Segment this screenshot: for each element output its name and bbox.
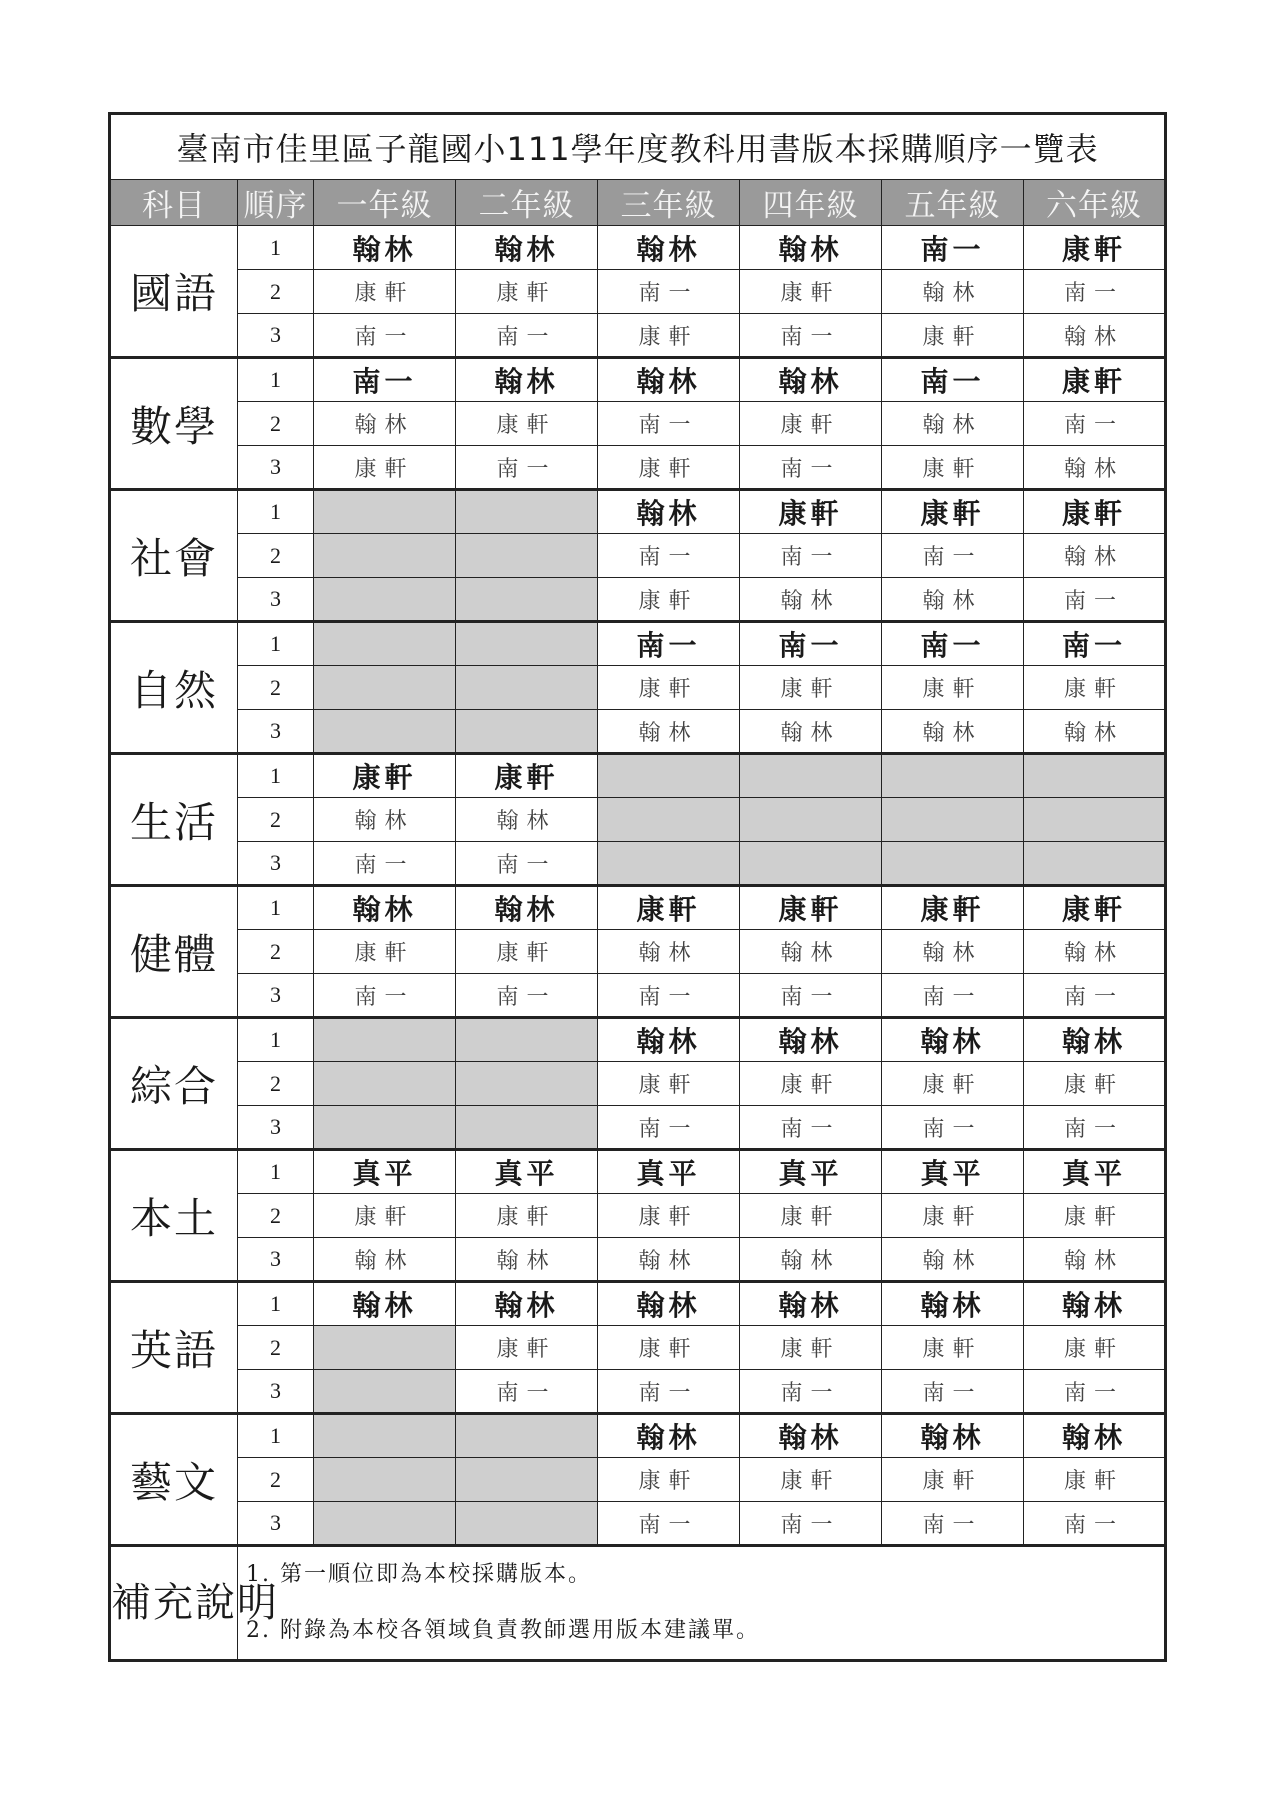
publisher-cell: 翰林 (882, 1238, 1024, 1282)
publisher-cell: 南一 (1024, 578, 1166, 622)
not-applicable-cell (740, 798, 882, 842)
order-number: 2 (238, 534, 314, 578)
selected-publisher-cell: 翰林 (740, 226, 882, 270)
selected-publisher-cell: 翰林 (1024, 1018, 1166, 1062)
publisher-cell: 康軒 (882, 666, 1024, 710)
selected-publisher-cell: 真平 (314, 1150, 456, 1194)
order-number: 2 (238, 1062, 314, 1106)
table-row (110, 534, 1166, 578)
selected-publisher-cell: 翰林 (598, 1018, 740, 1062)
publisher-cell: 翰林 (740, 930, 882, 974)
publisher-cell: 南一 (1024, 1106, 1166, 1150)
publisher-cell: 翰林 (740, 1238, 882, 1282)
selected-publisher-cell: 南一 (882, 226, 1024, 270)
not-applicable-cell (314, 1502, 456, 1546)
table-row (110, 1238, 1166, 1282)
table-row (110, 358, 1166, 402)
order-number: 2 (238, 666, 314, 710)
table-row (110, 270, 1166, 314)
selected-publisher-cell: 翰林 (314, 886, 456, 930)
publisher-cell: 康軒 (598, 666, 740, 710)
order-number: 3 (238, 1238, 314, 1282)
publisher-cell: 南一 (456, 446, 598, 490)
subject-name: 國語 (110, 226, 238, 358)
selected-publisher-cell: 康軒 (740, 886, 882, 930)
publisher-cell: 康軒 (456, 1194, 598, 1238)
not-applicable-cell (456, 666, 598, 710)
publisher-cell: 南一 (882, 1502, 1024, 1546)
table-row (110, 1326, 1166, 1370)
publisher-cell: 康軒 (740, 666, 882, 710)
publisher-cell: 南一 (740, 314, 882, 358)
publisher-cell: 康軒 (314, 446, 456, 490)
not-applicable-cell (314, 534, 456, 578)
selected-publisher-cell: 南一 (740, 622, 882, 666)
publisher-cell: 康軒 (598, 578, 740, 622)
publisher-cell: 康軒 (740, 270, 882, 314)
publisher-cell: 康軒 (740, 402, 882, 446)
selected-publisher-cell: 真平 (740, 1150, 882, 1194)
not-applicable-cell (456, 1062, 598, 1106)
not-applicable-cell (740, 842, 882, 886)
not-applicable-cell (456, 1458, 598, 1502)
selected-publisher-cell: 翰林 (456, 1282, 598, 1326)
publisher-cell: 南一 (314, 842, 456, 886)
order-number: 2 (238, 402, 314, 446)
subject-name: 本土 (110, 1150, 238, 1282)
table-row (110, 666, 1166, 710)
table-row (110, 622, 1166, 666)
order-number: 3 (238, 842, 314, 886)
publisher-cell: 康軒 (882, 446, 1024, 490)
publisher-cell: 翰林 (598, 930, 740, 974)
order-number: 2 (238, 1458, 314, 1502)
notes-content (238, 1546, 1166, 1661)
publisher-cell: 翰林 (882, 402, 1024, 446)
note-item: 2. 附錄為本校各領域負責教師選用版本建議單。 (246, 1618, 760, 1643)
publisher-cell: 南一 (740, 974, 882, 1018)
publisher-cell: 康軒 (882, 314, 1024, 358)
publisher-cell: 康軒 (1024, 1326, 1166, 1370)
not-applicable-cell (1024, 842, 1166, 886)
selected-publisher-cell: 翰林 (456, 226, 598, 270)
publisher-cell: 南一 (740, 1502, 882, 1546)
order-number: 1 (238, 1282, 314, 1326)
table-row (110, 490, 1166, 534)
order-number: 3 (238, 578, 314, 622)
notes-label: 補充說明 (110, 1546, 238, 1661)
order-number: 3 (238, 974, 314, 1018)
publisher-cell: 康軒 (740, 1326, 882, 1370)
publisher-cell: 翰林 (456, 1238, 598, 1282)
publisher-cell: 南一 (1024, 402, 1166, 446)
selected-publisher-cell: 翰林 (1024, 1414, 1166, 1458)
selected-publisher-cell: 翰林 (598, 1414, 740, 1458)
not-applicable-cell (314, 1018, 456, 1062)
subject-name: 生活 (110, 754, 238, 886)
publisher-cell: 康軒 (314, 270, 456, 314)
publisher-cell: 南一 (882, 1106, 1024, 1150)
not-applicable-cell (598, 798, 740, 842)
subject-name: 社會 (110, 490, 238, 622)
not-applicable-cell (882, 754, 1024, 798)
publisher-cell: 翰林 (882, 710, 1024, 754)
table-row (110, 1062, 1166, 1106)
subject-name: 藝文 (110, 1414, 238, 1546)
selected-publisher-cell: 康軒 (598, 886, 740, 930)
not-applicable-cell (456, 1018, 598, 1062)
publisher-cell: 康軒 (456, 402, 598, 446)
order-number: 1 (238, 1018, 314, 1062)
publisher-cell: 南一 (598, 974, 740, 1018)
table-row (110, 1502, 1166, 1546)
not-applicable-cell (598, 842, 740, 886)
order-number: 3 (238, 1106, 314, 1150)
publisher-cell: 南一 (456, 1370, 598, 1414)
order-number: 2 (238, 1194, 314, 1238)
selected-publisher-cell: 康軒 (740, 490, 882, 534)
table-row (110, 1414, 1166, 1458)
publisher-cell: 南一 (456, 842, 598, 886)
publisher-cell: 翰林 (1024, 710, 1166, 754)
publisher-cell: 南一 (598, 534, 740, 578)
publisher-cell: 康軒 (1024, 1458, 1166, 1502)
note-item: 1. 第一順位即為本校採購版本。 (246, 1562, 592, 1587)
publisher-cell: 康軒 (740, 1194, 882, 1238)
table-row (110, 798, 1166, 842)
publisher-cell: 翰林 (456, 798, 598, 842)
publisher-cell: 翰林 (1024, 1238, 1166, 1282)
publisher-cell: 康軒 (1024, 1194, 1166, 1238)
header-grade-1: 一年級 (314, 180, 456, 226)
order-number: 1 (238, 622, 314, 666)
not-applicable-cell (314, 1106, 456, 1150)
selected-publisher-cell: 真平 (598, 1150, 740, 1194)
order-number: 3 (238, 314, 314, 358)
not-applicable-cell (456, 710, 598, 754)
not-applicable-cell (456, 578, 598, 622)
selected-publisher-cell: 南一 (882, 358, 1024, 402)
selected-publisher-cell: 翰林 (598, 358, 740, 402)
selected-publisher-cell: 南一 (1024, 622, 1166, 666)
selected-publisher-cell: 南一 (882, 622, 1024, 666)
publisher-cell: 南一 (882, 1370, 1024, 1414)
order-number: 1 (238, 490, 314, 534)
table-row (110, 314, 1166, 358)
selected-publisher-cell: 翰林 (882, 1018, 1024, 1062)
order-number: 2 (238, 930, 314, 974)
selected-publisher-cell: 康軒 (314, 754, 456, 798)
selected-publisher-cell: 康軒 (456, 754, 598, 798)
publisher-cell: 康軒 (598, 1194, 740, 1238)
not-applicable-cell (314, 1062, 456, 1106)
publisher-cell: 翰林 (598, 1238, 740, 1282)
selected-publisher-cell: 真平 (882, 1150, 1024, 1194)
selected-publisher-cell: 真平 (1024, 1150, 1166, 1194)
selected-publisher-cell: 康軒 (1024, 886, 1166, 930)
selected-publisher-cell: 翰林 (740, 1414, 882, 1458)
publisher-cell: 南一 (314, 314, 456, 358)
selected-publisher-cell: 翰林 (456, 886, 598, 930)
not-applicable-cell (314, 1458, 456, 1502)
subject-name: 數學 (110, 358, 238, 490)
order-number: 1 (238, 226, 314, 270)
subject-name: 英語 (110, 1282, 238, 1414)
publisher-cell: 康軒 (598, 314, 740, 358)
publisher-cell: 翰林 (882, 930, 1024, 974)
table-row (110, 842, 1166, 886)
selected-publisher-cell: 真平 (456, 1150, 598, 1194)
order-number: 1 (238, 754, 314, 798)
order-number: 2 (238, 270, 314, 314)
not-applicable-cell (314, 710, 456, 754)
table-row (110, 754, 1166, 798)
table-row (110, 1370, 1166, 1414)
selected-publisher-cell: 翰林 (882, 1282, 1024, 1326)
not-applicable-cell (456, 534, 598, 578)
table-row (110, 974, 1166, 1018)
selected-publisher-cell: 翰林 (740, 358, 882, 402)
not-applicable-cell (456, 1106, 598, 1150)
publisher-cell: 康軒 (598, 1326, 740, 1370)
selected-publisher-cell: 翰林 (740, 1282, 882, 1326)
table-row (110, 1458, 1166, 1502)
publisher-cell: 南一 (314, 974, 456, 1018)
not-applicable-cell (598, 754, 740, 798)
selected-publisher-cell: 翰林 (456, 358, 598, 402)
header-grade-2: 二年級 (456, 180, 598, 226)
publisher-cell: 南一 (598, 1370, 740, 1414)
not-applicable-cell (882, 798, 1024, 842)
publisher-cell: 康軒 (314, 930, 456, 974)
publisher-cell: 翰林 (1024, 534, 1166, 578)
selected-publisher-cell: 康軒 (1024, 358, 1166, 402)
selected-publisher-cell: 翰林 (314, 1282, 456, 1326)
publisher-cell: 南一 (598, 270, 740, 314)
publisher-cell: 翰林 (598, 710, 740, 754)
order-number: 2 (238, 1326, 314, 1370)
publisher-cell: 康軒 (1024, 1062, 1166, 1106)
selected-publisher-cell: 康軒 (1024, 226, 1166, 270)
not-applicable-cell (314, 1370, 456, 1414)
not-applicable-cell (456, 1414, 598, 1458)
publisher-cell: 康軒 (598, 1062, 740, 1106)
publisher-cell: 翰林 (314, 798, 456, 842)
not-applicable-cell (456, 1502, 598, 1546)
publisher-cell: 南一 (456, 314, 598, 358)
header-order: 順序 (238, 180, 314, 226)
table-row (110, 710, 1166, 754)
publisher-cell: 康軒 (882, 1194, 1024, 1238)
order-number: 3 (238, 1370, 314, 1414)
publisher-cell: 康軒 (740, 1458, 882, 1502)
order-number: 3 (238, 446, 314, 490)
publisher-cell: 康軒 (598, 446, 740, 490)
subject-name: 綜合 (110, 1018, 238, 1150)
publisher-cell: 翰林 (882, 578, 1024, 622)
order-number: 3 (238, 1502, 314, 1546)
table-row (110, 1282, 1166, 1326)
selected-publisher-cell: 翰林 (598, 1282, 740, 1326)
selected-publisher-cell: 南一 (598, 622, 740, 666)
not-applicable-cell (314, 1326, 456, 1370)
order-number: 1 (238, 1150, 314, 1194)
publisher-cell: 南一 (598, 1502, 740, 1546)
publisher-cell: 翰林 (882, 270, 1024, 314)
publisher-cell: 康軒 (314, 1194, 456, 1238)
publisher-cell: 南一 (740, 1106, 882, 1150)
publisher-cell: 南一 (882, 534, 1024, 578)
publisher-cell: 南一 (1024, 1370, 1166, 1414)
table-row (110, 1018, 1166, 1062)
publisher-cell: 南一 (1024, 974, 1166, 1018)
publisher-cell: 康軒 (598, 1458, 740, 1502)
publisher-cell: 南一 (740, 446, 882, 490)
not-applicable-cell (882, 842, 1024, 886)
order-number: 3 (238, 710, 314, 754)
order-number: 1 (238, 886, 314, 930)
table-row (110, 1106, 1166, 1150)
not-applicable-cell (314, 490, 456, 534)
publisher-cell: 康軒 (456, 1326, 598, 1370)
not-applicable-cell (314, 578, 456, 622)
header-grade-5: 五年級 (882, 180, 1024, 226)
publisher-cell: 翰林 (1024, 446, 1166, 490)
not-applicable-cell (314, 666, 456, 710)
table-row (110, 226, 1166, 270)
selected-publisher-cell: 康軒 (1024, 490, 1166, 534)
publisher-cell: 南一 (740, 1370, 882, 1414)
selected-publisher-cell: 翰林 (314, 226, 456, 270)
not-applicable-cell (740, 754, 882, 798)
header-subject: 科目 (110, 180, 238, 226)
order-number: 1 (238, 1414, 314, 1458)
header-grade-4: 四年級 (740, 180, 882, 226)
publisher-cell: 康軒 (882, 1326, 1024, 1370)
selected-publisher-cell: 翰林 (882, 1414, 1024, 1458)
not-applicable-cell (1024, 754, 1166, 798)
subject-name: 健體 (110, 886, 238, 1018)
publisher-cell: 南一 (598, 1106, 740, 1150)
column-header-row (110, 180, 1166, 226)
publisher-cell: 康軒 (456, 930, 598, 974)
selected-publisher-cell: 康軒 (882, 886, 1024, 930)
not-applicable-cell (1024, 798, 1166, 842)
not-applicable-cell (456, 622, 598, 666)
publisher-cell: 康軒 (1024, 666, 1166, 710)
publisher-cell: 康軒 (740, 1062, 882, 1106)
publisher-cell: 南一 (882, 974, 1024, 1018)
table-row (110, 886, 1166, 930)
not-applicable-cell (314, 622, 456, 666)
selected-publisher-cell: 翰林 (598, 226, 740, 270)
publisher-cell: 翰林 (314, 1238, 456, 1282)
table-body (110, 226, 1166, 1546)
publisher-cell: 南一 (456, 974, 598, 1018)
subject-name: 自然 (110, 622, 238, 754)
publisher-cell: 康軒 (456, 270, 598, 314)
selected-publisher-cell: 南一 (314, 358, 456, 402)
publisher-cell: 南一 (740, 534, 882, 578)
publisher-cell: 翰林 (740, 710, 882, 754)
selected-publisher-cell: 翰林 (740, 1018, 882, 1062)
publisher-cell: 南一 (1024, 1502, 1166, 1546)
publisher-cell: 康軒 (882, 1062, 1024, 1106)
table-row (110, 446, 1166, 490)
selected-publisher-cell: 康軒 (882, 490, 1024, 534)
header-grade-6: 六年級 (1024, 180, 1166, 226)
header-grade-3: 三年級 (598, 180, 740, 226)
not-applicable-cell (456, 490, 598, 534)
table-row (110, 930, 1166, 974)
publisher-cell: 翰林 (314, 402, 456, 446)
table-row (110, 1194, 1166, 1238)
selected-publisher-cell: 翰林 (598, 490, 740, 534)
publisher-cell: 康軒 (882, 1458, 1024, 1502)
document-title: 臺南市佳里區子龍國小111學年度教科用書版本採購順序一覽表 (110, 114, 1166, 180)
publisher-cell: 南一 (1024, 270, 1166, 314)
publisher-cell: 翰林 (1024, 930, 1166, 974)
procurement-order-table (108, 112, 1167, 1662)
order-number: 1 (238, 358, 314, 402)
not-applicable-cell (314, 1414, 456, 1458)
publisher-cell: 翰林 (740, 578, 882, 622)
order-number: 2 (238, 798, 314, 842)
table-row (110, 578, 1166, 622)
table-row (110, 1150, 1166, 1194)
publisher-cell: 南一 (598, 402, 740, 446)
table-row (110, 402, 1166, 446)
selected-publisher-cell: 翰林 (1024, 1282, 1166, 1326)
publisher-cell: 翰林 (1024, 314, 1166, 358)
